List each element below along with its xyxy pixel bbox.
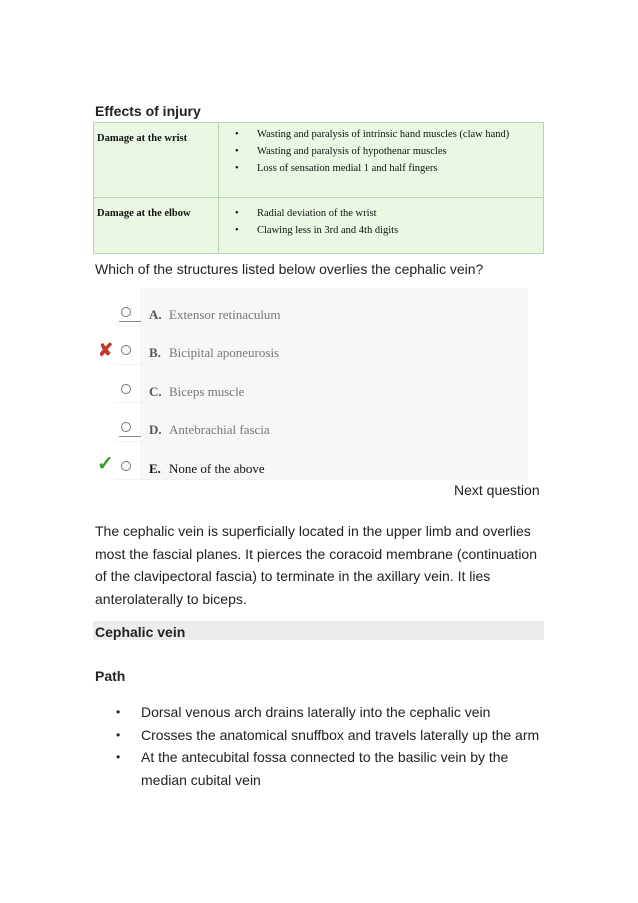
option-letter: B.	[149, 345, 161, 361]
answer-option-e[interactable]	[115, 442, 528, 480]
table-row	[94, 123, 544, 198]
list-item: • Crosses the anatomical snuffbox and travels laterally up the arm	[113, 724, 543, 747]
list-item: • Clawing less in 3rd and 4th digits	[225, 222, 537, 239]
option-letter: C.	[149, 383, 162, 399]
section-title: Cephalic vein	[95, 624, 186, 640]
list-item: • Wasting and paralysis of hypothenar muscles	[225, 143, 537, 160]
radio-button[interactable]	[121, 384, 131, 394]
effects-list	[225, 205, 537, 239]
list-item: • At the antecubital fossa connected to the basilic vein by the median cubital vein	[113, 746, 543, 791]
option-text: Bicipital aponeurosis	[169, 345, 280, 361]
answer-option-c[interactable]	[115, 365, 528, 403]
list-item: • Loss of sensation medial 1 and half fingers	[225, 160, 537, 177]
path-heading: Path	[95, 668, 126, 684]
option-letter: D.	[149, 422, 162, 438]
correct-answer-icon: ✓	[97, 453, 114, 475]
path-list	[113, 701, 543, 791]
answer-option-d[interactable]	[115, 403, 528, 441]
effects-table	[93, 122, 544, 254]
effects-list	[225, 126, 537, 177]
next-question-link[interactable]: Next question	[454, 482, 540, 498]
radio-button[interactable]	[121, 422, 131, 432]
option-letter: A.	[149, 307, 162, 322]
wrong-answer-icon: ✘	[98, 340, 114, 360]
option-text: Extensor retinaculum	[169, 307, 281, 322]
radio-button[interactable]	[121, 307, 131, 317]
radio-button[interactable]	[121, 345, 131, 355]
list-item: • Wasting and paralysis of intrinsic hand muscles (claw hand)	[225, 126, 537, 143]
explanation-text: The cephalic vein is superficially located in the upper limb and overlies most the fascial planes. It pierces the coracoid membrane (continuation of the clavipectoral fascia) to terminate in the axillary vein. It lies anterolaterally to biceps.	[95, 523, 538, 607]
effects-heading: Effects of injury	[95, 103, 201, 119]
row-label: Damage at the wrist	[94, 123, 219, 198]
option-text: Antebrachial fascia	[169, 422, 270, 438]
answer-options	[115, 288, 528, 480]
option-text: Biceps muscle	[169, 383, 245, 399]
answer-option-b[interactable]	[115, 326, 528, 364]
list-item: • Radial deviation of the wrist	[225, 205, 537, 222]
section-header	[93, 621, 544, 640]
answer-option-a[interactable]	[115, 288, 528, 326]
option-text: None of the above	[169, 460, 265, 476]
question-text: Which of the structures listed below overlies the cephalic vein?	[95, 261, 484, 277]
table-row	[94, 198, 544, 254]
row-label: Damage at the elbow	[94, 198, 219, 254]
option-letter: E.	[149, 460, 161, 476]
list-item: • Dorsal venous arch drains laterally into the cephalic vein	[113, 701, 543, 724]
radio-button[interactable]	[121, 461, 131, 471]
